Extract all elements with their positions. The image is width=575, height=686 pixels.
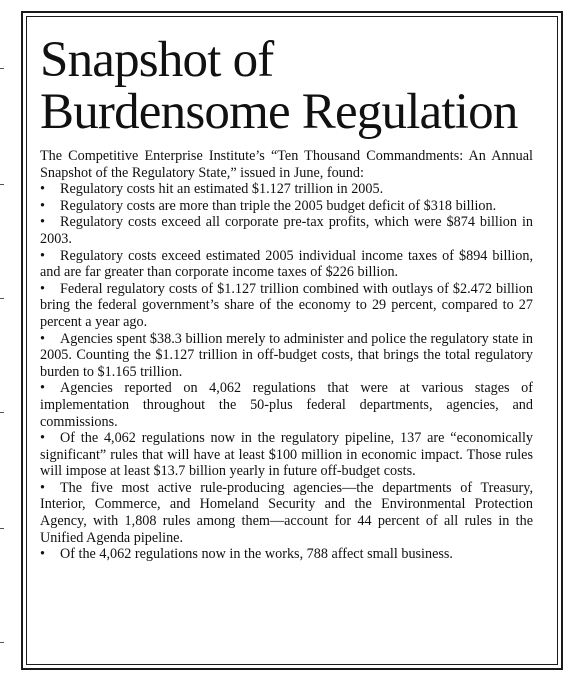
- bullet-item: [40, 248, 533, 281]
- margin-tick-mark: [0, 412, 4, 413]
- bullet-mark: •: [40, 546, 45, 563]
- bullet-text: Agencies reported on 4,062 regulations that were at various stages of implementation throughout the 50-plus federal departments, agencies, and commissions.: [40, 380, 533, 430]
- article-title-line-1: Snapshot of: [40, 32, 274, 88]
- bullet-item: [40, 198, 533, 215]
- bullet-item: [40, 331, 533, 381]
- bullet-text: Regulatory costs exceed all corporate pre-tax profits, which were $874 billion in 2003.: [40, 214, 533, 247]
- bullet-mark: •: [40, 430, 45, 447]
- article-title: [40, 34, 533, 138]
- sidebar-article: [40, 34, 533, 563]
- bullet-mark: •: [40, 280, 45, 297]
- bullet-text: Regulatory costs hit an estimated $1.127 trillion in 2005.: [60, 181, 384, 198]
- margin-tick-mark: [0, 68, 4, 69]
- bullet-mark: •: [40, 197, 45, 214]
- bullet-mark: •: [40, 330, 45, 347]
- bullet-mark: •: [40, 479, 45, 496]
- bullet-text: Of the 4,062 regulations now in the regulatory pipeline, 137 are “economically significant” rules that will have at least $100 million in economic impact. Those rules will impose at least $13.7 billion yearly in future off-budget costs.: [40, 430, 533, 480]
- bullet-text: Regulatory costs exceed estimated 2005 individual income taxes of $894 billion, and are far greater than corporate income taxes of $226 billion.: [40, 247, 533, 281]
- margin-tick-mark: [0, 184, 4, 185]
- bullet-item: [40, 480, 533, 546]
- bullet-mark: •: [40, 181, 45, 198]
- bullet-text: Federal regulatory costs of $1.127 trillion combined with outlays of $2.472 billion bring the federal government’s share of the economy to 29 percent, compared to 27 percent a year ago.: [40, 280, 533, 330]
- bullet-item: [40, 546, 533, 563]
- bullet-item: [40, 281, 533, 331]
- bullet-item: [40, 380, 533, 430]
- article-intro: The Competitive Enterprise Institute’s “Ten Thousand Commandments: An Annual Snapshot of the Regulatory State,” issued in June, found:: [40, 148, 533, 181]
- bullet-item: [40, 214, 533, 247]
- bullet-text: Regulatory costs are more than triple the 2005 budget deficit of $318 billion.: [60, 197, 497, 214]
- article-title-line-2: Burdensome Regulation: [40, 84, 518, 140]
- bullet-text: Of the 4,062 regulations now in the works, 788 affect small business.: [60, 546, 453, 563]
- bullet-mark: •: [40, 247, 45, 264]
- bullet-mark: •: [40, 214, 45, 231]
- bullet-item: [40, 430, 533, 480]
- bullet-text: The five most active rule-producing agencies—the departments of Treasury, Interior, Commerce, and Homeland Security and the Environmental Protection Agency, with 1,808 rules among them—account for 44 percent of all rules in the Unified Agenda pipeline.: [40, 479, 533, 546]
- bullet-mark: •: [40, 380, 45, 397]
- bullet-text: Agencies spent $38.3 billion merely to administer and police the regulatory state in 2005. Counting the $1.127 trillion in off-budget costs, that brings the total regulatory burden to $1.165 trillion.: [40, 330, 533, 380]
- bullet-item: [40, 181, 533, 198]
- margin-tick-mark: [0, 642, 4, 643]
- margin-tick-mark: [0, 528, 4, 529]
- margin-tick-mark: [0, 298, 4, 299]
